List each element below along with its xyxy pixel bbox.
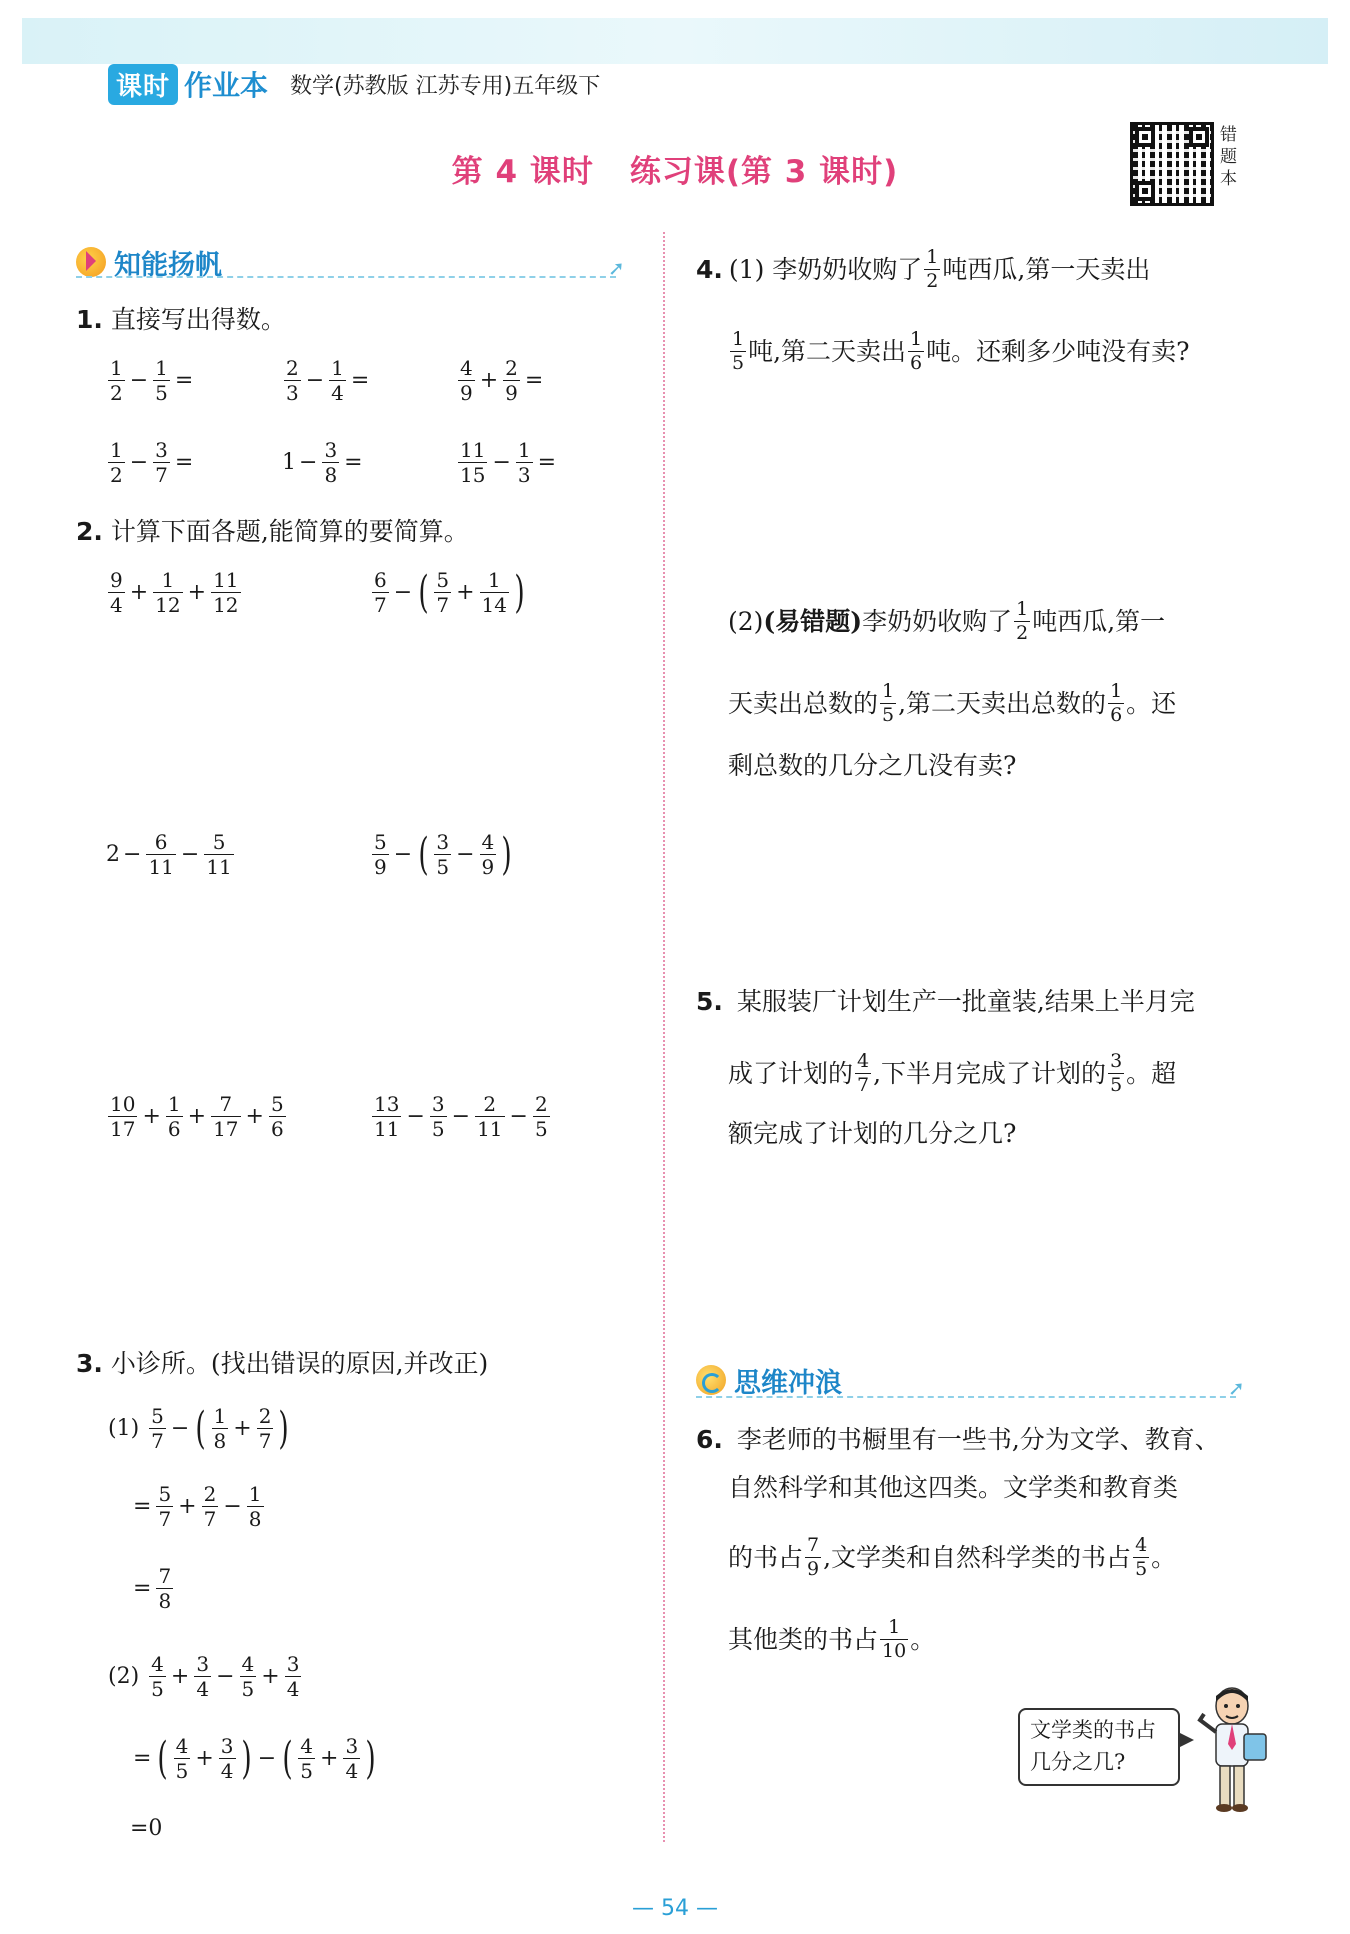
q1-item-2: $\frac{2}{3}$ − $\frac{1}{4}$ =	[286, 356, 370, 405]
teacher-illustration-icon	[1192, 1684, 1272, 1814]
q2-item-6: $\frac{13}{11}$ − $\frac{3}{5}$ − $\frac{2}{11}$ − $\frac{2}{5}$	[374, 1092, 548, 1141]
q1-prompt	[76, 302, 286, 338]
q3-part1-line3: = $\frac{7}{8}$	[133, 1564, 172, 1613]
q4-part2-line1: (2) (易错题) 李奶奶收购了 $\frac{1}{2}$ 吨西瓜,第一	[728, 598, 1166, 644]
section-header-2	[696, 1360, 842, 1400]
top-band	[22, 18, 1328, 64]
brand-logo: 课时	[108, 64, 178, 105]
q4-number: 4.	[696, 254, 723, 284]
q6-line4: 其他类的书占 $\frac{1}{10}$ 。	[728, 1616, 936, 1662]
q3-part1-line2: = $\frac{5}{7}$ + $\frac{2}{7}$ − $\frac{1}{8}$	[133, 1482, 262, 1531]
error-prone-tag: (易错题)	[763, 606, 863, 636]
book-subtitle: 数学(苏教版 江苏专用)五年级下	[290, 73, 601, 99]
q4-part1-line2: $\frac{1}{5}$ 吨,第二天卖出 $\frac{1}{6}$ 吨。还剩多少吨没有卖?	[732, 328, 1190, 374]
q5-line3: 额完成了计划的几分之几?	[728, 1119, 1017, 1148]
section-line-1	[76, 276, 616, 278]
q1-number: 1.	[76, 305, 103, 334]
section-line-2	[696, 1396, 1236, 1398]
q3-part1-label: (1)	[108, 1416, 140, 1441]
brand-header	[108, 66, 600, 102]
q3-result: =0	[130, 1816, 163, 1841]
speech-bubble: 文学类的书占 几分之几?	[1018, 1708, 1180, 1786]
q6-number: 6.	[696, 1425, 723, 1454]
qr-label: 错题本	[1220, 125, 1237, 189]
q4-part1-line1: 4. (1) 李奶奶收购了 $\frac{1}{2}$ 吨西瓜,第一天卖出	[696, 246, 1151, 292]
q4-part2-line3: 剩总数的几分之几没有卖?	[728, 751, 1017, 780]
q1-item-3: $\frac{4}{9}$ + $\frac{2}{9}$ =	[460, 356, 544, 405]
q6-line1: 6. 李老师的书橱里有一些书,分为文学、教育、	[696, 1425, 1220, 1454]
q2-item-1: $\frac{9}{4}$ + $\frac{1}{12}$ + $\frac{11}{12}$	[110, 568, 239, 617]
q2-item-3: 2 − $\frac{6}{11}$ − $\frac{5}{11}$	[106, 830, 232, 879]
q4-part2-line2: 天卖出总数的 $\frac{1}{5}$ ,第二天卖出总数的 $\frac{1}{6}$ 。还	[728, 680, 1177, 726]
sail-icon	[76, 247, 106, 277]
section-title-2: 思维冲浪	[734, 1367, 842, 1399]
q1-item-1: $\frac{1}{2}$ − $\frac{1}{5}$ =	[110, 356, 194, 405]
page-number: — 54 —	[632, 1896, 718, 1921]
q1-item-5: 1 − $\frac{3}{8}$ =	[282, 438, 363, 487]
q3-part2-label: (2)	[108, 1664, 140, 1689]
q2-text: 计算下面各题,能简算的要简算。	[110, 517, 469, 546]
q2-item-5: $\frac{10}{17}$ + $\frac{1}{6}$ + $\frac{7}{17}$ + $\frac{5}{6}$	[110, 1092, 284, 1141]
arrow-icon: ➚	[608, 256, 625, 280]
q3-prompt	[76, 1346, 488, 1382]
q2-prompt	[76, 514, 469, 550]
q5-line1: 5. 某服装厂计划生产一批童装,结果上半月完	[696, 987, 1195, 1016]
brand-name: 作业本	[184, 69, 269, 102]
q1-item-6: $\frac{11}{15}$ − $\frac{1}{3}$ =	[460, 438, 557, 487]
column-divider	[663, 232, 665, 1842]
wave-icon	[696, 1365, 726, 1395]
q2-item-4: $\frac{5}{9}$ − ( $\frac{3}{5}$ − $\frac{4}{9}$ )	[374, 828, 512, 880]
q2-number: 2.	[76, 517, 103, 546]
q3-part1-line1: (1) $\frac{5}{7}$ − ( $\frac{1}{8}$ + $\frac{2}{7}$ )	[108, 1402, 290, 1454]
q6-line3: 的书占 $\frac{7}{9}$ ,文学类和自然科学类的书占 $\frac{4}{5}$ 。	[728, 1534, 1177, 1580]
q1-item-4: $\frac{1}{2}$ − $\frac{3}{7}$ =	[110, 438, 194, 487]
q3-part2-line1: (2) $\frac{4}{5}$ + $\frac{3}{4}$ − $\frac{4}{5}$ + $\frac{3}{4}$	[108, 1652, 300, 1701]
q3-text: 小诊所。(找出错误的原因,并改正)	[110, 1349, 489, 1378]
q3-part2-line3	[130, 1816, 162, 1841]
q5-number: 5.	[696, 987, 723, 1016]
section-title-1: 知能扬帆	[114, 249, 222, 281]
lesson-number: 第 4 课时	[451, 154, 594, 190]
q3-number: 3.	[76, 1349, 103, 1378]
q3-part2-line2: = ( $\frac{4}{5}$ + $\frac{3}{4}$ ) − ( $\frac{4}{5}$ + $\frac{3}{4}$ )	[133, 1732, 376, 1784]
q5-line2: 成了计划的 $\frac{4}{7}$ ,下半月完成了计划的 $\frac{3}{5}$ 。超	[728, 1050, 1177, 1096]
q1-text: 直接写出得数。	[110, 305, 286, 334]
lesson-name: 练习课(第 3 课时)	[629, 154, 899, 190]
arrow-icon: ➚	[1228, 1376, 1245, 1400]
qr-code-icon[interactable]	[1130, 122, 1214, 206]
q2-item-2: $\frac{6}{7}$ − ( $\frac{5}{7}$ + $\frac{1}{14}$ )	[374, 566, 525, 618]
q6-line2: 自然科学和其他这四类。文学类和教育类	[728, 1473, 1179, 1502]
